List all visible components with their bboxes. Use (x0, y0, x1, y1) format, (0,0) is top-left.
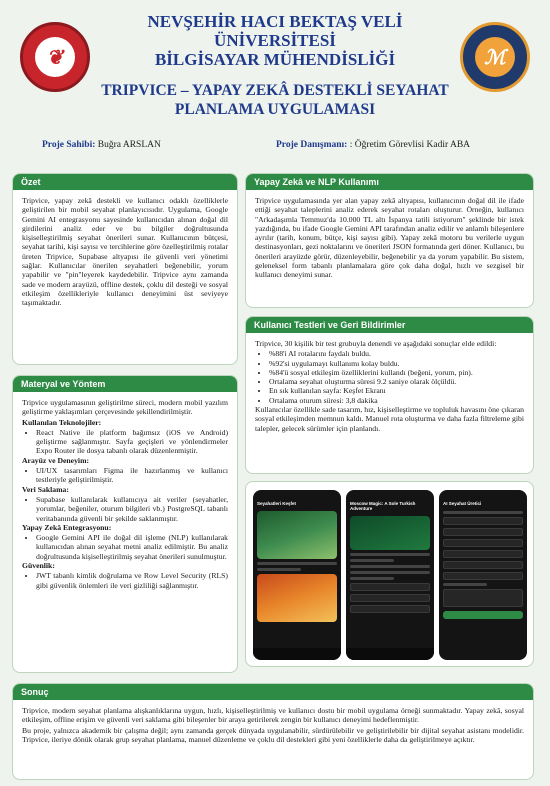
poster-header (0, 0, 550, 135)
result-item: • %92'si uygulamayı kullanımı kolay buldu. (269, 359, 524, 368)
department-name: BİLGİSAYAR MÜHENDİSLİĞİ (154, 50, 396, 69)
section-ozet (12, 173, 238, 365)
list-item: • Google Gemini API ile doğal dil işleme (NLP) kullanılarak kullanıcıdan alınan seyahat metni analiz edilmiştir. Bu analiz doğrultusunda kişiselleştirilmiş seyahat önerileri sunulmuştur. (36, 533, 228, 561)
sonuc-p1: Tripvice, modern seyahat planlama alışkanlıklarına uygun, hızlı, kişiselleştirilmiş ve kullanıcı dostu bir mobil uygulama örneği sunmaktadır. Yapay zekâ, sosyal etkileşim, offline erişim ve güvenli veri saklama gibi bileşenler bir araya getirilerek zengin bir kullanıcı deneyimi hedeflenmiştir. (22, 706, 524, 725)
project-owner (42, 140, 161, 150)
section-heading: Yapay Zekâ ve NLP Kullanımı (246, 174, 533, 190)
list-item: • Supabase kullanılarak kullanıcıya ait veriler (seyahatler, yorumlar, beğeniler, oturum bilgileri vb.) PostgreSQL tabanlı veritabanında güvenli bir şekilde saklanmıştır. (36, 495, 228, 523)
project-advisor (276, 140, 470, 150)
trip-cover (350, 516, 430, 550)
owner-name: Buğra ARSLAN (97, 140, 161, 150)
bottom-nav (346, 648, 434, 660)
phone-screen-generator (439, 490, 527, 660)
owner-label: Proje Sahibi: (42, 140, 96, 150)
screen-title: Seyahatleri Keşfet (257, 501, 297, 506)
subsection-title: Veri Saklama: (22, 484, 69, 494)
list-item: • UI/UX tasarımları Figma ile hazırlanmış ve kullanıcı testleriyle geliştirilmiştir. (36, 466, 228, 485)
screen-title: AI Seyahat Üretici (443, 501, 482, 506)
advisor-label: Proje Danışmanı: (276, 140, 348, 150)
phone-screen-explore (253, 490, 341, 660)
section-sonuc (12, 683, 534, 780)
phone-screen-detail (346, 490, 434, 660)
university-name-line1: NEVŞEHİR HACI BEKTAŞ VELİ (147, 12, 403, 31)
bottom-nav (253, 648, 341, 660)
university-name-line2: ÜNİVERSİTESİ (214, 31, 336, 50)
subsection-title: Güvenlik: (22, 561, 55, 571)
section-nlp (245, 173, 534, 308)
result-item: • En sık kullanılan sayfa: Keşfet Ekranı (269, 386, 524, 395)
subsection-title: Kullanılan Teknolojiler: (22, 417, 102, 427)
testler-intro: Tripvice, 30 kişilik bir test grubuyla denendi ve aşağıdaki sonuçlar elde edildi: (255, 339, 497, 348)
project-title-line2: PLANLAMA UYGULAMASI (174, 101, 376, 118)
section-materyal (12, 375, 238, 673)
trip-photo-forest (257, 511, 337, 559)
section-heading: Materyal ve Yöntem (13, 376, 237, 392)
result-item: • Ortalama seyahat oluşturma süresi 9.2 saniye olarak ölçüldü. (269, 377, 524, 386)
project-title-line1: TRIPVICE – YAPAY ZEKÂ DESTEKLİ SEYAHAT (101, 82, 449, 99)
screen-title: Moscow Magic: A Sole Turkish Adventure (350, 501, 416, 511)
subsection-title: Arayüz ve Deneyim: (22, 455, 90, 465)
department-logo: ℳ (460, 22, 530, 92)
list-item: • JWT tabanlı kimlik doğrulama ve Row Level Security (RLS) gibi güvenlik önlemleri ile veri gizliliği sağlanmıştır. (36, 571, 228, 590)
advisor-name: : Öğretim Görevlisi Kadir ABA (349, 140, 471, 150)
subsection-title: Yapay Zekâ Entegrasyonu: (22, 522, 112, 532)
section-testler (245, 316, 534, 474)
result-item: • %84'ü sosyal etkileşim özelliklerini kullandı (beğeni, yorum, pin). (269, 368, 524, 377)
testler-outro: Kullanıcılar özellikle sade tasarım, hız, kişiselleştirme ve topluluk havasını öne çıkaran sosyal etkileşimden memnun kaldı. Manuel rota oluşturma ve daha fazla filtreleme gibi talepler, gelecek sürümler için planlandı. (255, 405, 524, 433)
ozet-text: Tripvice, yapay zekâ destekli ve kullanıcı odaklı özelliklerle geliştirilen bir mobil seyahat planlayıcısıdır. Uygulama, Google Gemini AI entegrasyonu sayesinde kullanıcıdan alınan doğal dil girdilerini analiz eder ve bu bilgiler doğrultusunda kişiselleştirilmiş seyahat önerileri sunar. Kullanıcının bütçesi, seyahat tarihi, kişi sayısı ve tercihlerine göre özelleştirilmiş rotalar üreten Tripvice, Supabase altyapısı ile güvenli veri yönetimi sağlar. Kullanıcılar önerilen seyahatleri beğenebilir, yorum yapabilir ve "pin"leyerek kaydedebilir. Tripvice aynı zamanda sade ve modern arayüzü, offline destek, çoklu dil desteği ve sosyal etkileşim özellikleriyle kullanıcı deneyimini üst seviyeye taşımaktadır. (22, 196, 228, 308)
sonuc-p2: Bu proje, yalnızca akademik bir çalışma değil; aynı zamanda gerçek dünyada uygulanabilir, sürdürülebilir ve geliştirilebilir bir dijital seyahat asistanı modelidir. Tripvice, ileriye dönük olarak grup seyahat planlama, manuel düzenleme ve çoklu dil destekleri gibi yeni özelliklerle daha da geliştirilmeye açıktır. (22, 725, 524, 744)
app-screenshots (245, 481, 534, 667)
trip-photo-autumn (257, 574, 337, 622)
section-heading: Kullanıcı Testleri ve Geri Bildirimler (246, 317, 533, 333)
section-heading: Özet (13, 174, 237, 190)
result-item: • Ortalama oturum süresi: 3,8 dakika (269, 396, 524, 405)
generate-button[interactable] (443, 611, 523, 619)
university-logo: ❦ (20, 22, 90, 92)
section-heading: Sonuç (13, 684, 533, 700)
materyal-intro: Tripvice uygulamasının geliştirilme süreci, modern mobil yazılım geliştirme yaklaşımları çerçevesinde şekillendirilmiştir. (22, 398, 228, 417)
list-item: • React Native ile platform bağımsız (iOS ve Android) geliştirme sağlanmıştır. Sayfa geçişleri ve yönlendirmeler Expo Router ile dosya tabanlı olarak düzenlenmiştir. (36, 428, 228, 456)
nlp-text: Tripvice uygulamasında yer alan yapay zekâ altyapısı, kullanıcının doğal dil ile ifade ettiği seyahat taleplerini analiz ederek seyahat rotaları oluşturur. Örneğin, kullanıcı "Arkadaşımla Temmuz'da 10.000 TL altı İspanya tatili istiyorum" şeklinde bir istek yazdığında, bu ifade Google Gemini API tarafından analiz edilir ve anlamlı bileşenlere ayrılır (tarih, konum, bütçe, kişi sayısı gibi). Yapay zekâ motoru bu verilerle uygun destinasyonları, gezi noktalarını ve önerileri JSON formatında geri döner. Kullanıcı, bu önerileri arayüzde görür, düzenleyebilir, beğenebilir ya da yorum yapabilir. Bu sistem, geleneksel form tabanlı planlamalara göre çok daha doğal, hızlı ve sezgisel bir kullanıcı deneyimi sunar. (255, 196, 524, 280)
result-item: • %88'i AI rotalarını faydalı buldu. (269, 349, 524, 358)
